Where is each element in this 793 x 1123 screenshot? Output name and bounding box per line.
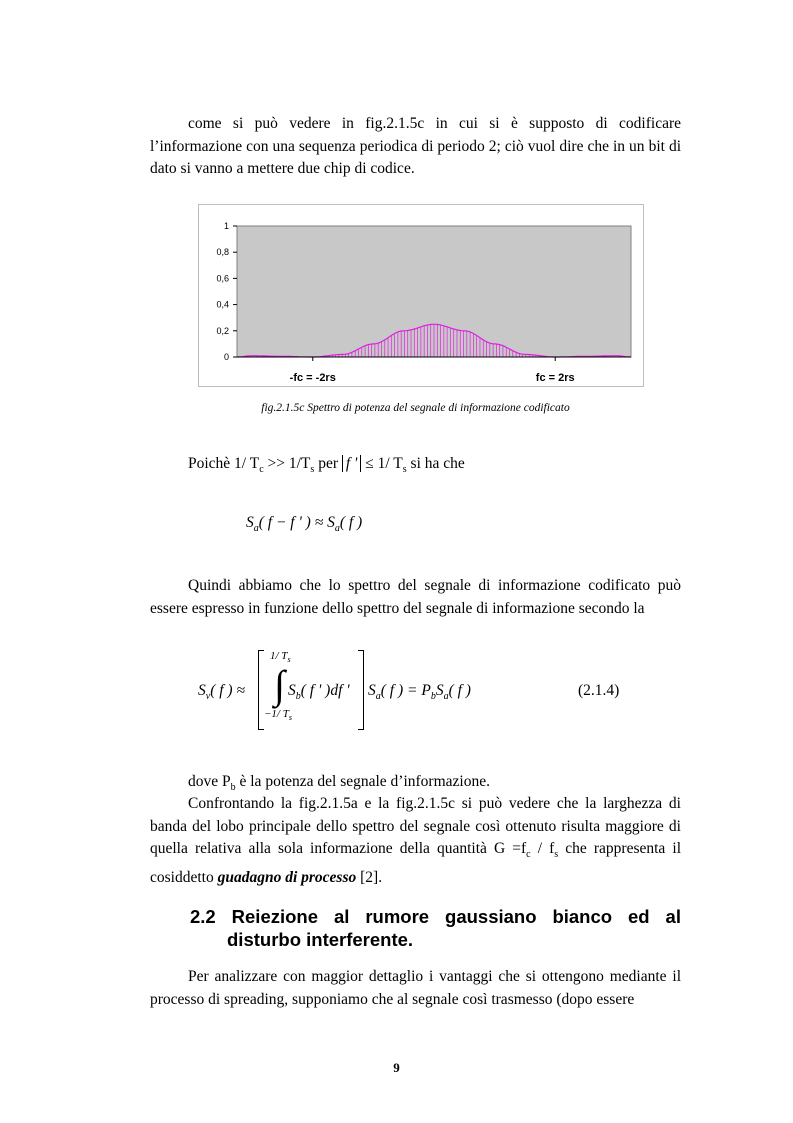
eq1-S: S [246, 514, 254, 531]
eq2-lhs-arg: ( f ) ≈ [210, 682, 245, 699]
confronto-text1: Confrontando la fig.2.1.5a e la fig.2.1.5c si può vedere che la larghezza di banda del lobo principale dello spettro del segnale così ottenuto risulta maggiore di quella relativa alla sola informazione della quantità G =f [150, 795, 681, 857]
eq2-rhs-S: S [368, 682, 376, 699]
eq2-lower-sub: s [288, 713, 292, 722]
poiche-sub-c: c [259, 464, 264, 475]
y-tick-label: 0,4 [216, 299, 229, 310]
eq2-lower-limit [264, 708, 292, 722]
eq2-integrand-sub: b [295, 691, 301, 702]
last-paragraph: Per analizzare con maggior dettaglio i vantaggi che si ottengono mediante il processo di spreading, supponiamo che al segnale così trasmesso (dopo essere [150, 968, 681, 1008]
heading-word: gaussiano [445, 906, 537, 927]
bold-term: guadagno di processo [217, 868, 357, 886]
y-tick-label: 0,2 [216, 325, 229, 336]
heading-word: rumore [365, 906, 430, 927]
y-tick-label: 0,6 [216, 273, 229, 284]
heading-word: Reiezione [231, 906, 319, 927]
poiche-sub-s2: s [402, 464, 407, 475]
eq2-rhs [368, 682, 471, 702]
dove-pre: dove P [188, 773, 231, 790]
confronto-text4: [2]. [356, 868, 383, 886]
eq2-rhs-P-sub: b [430, 691, 436, 702]
eq1-arg1: ( f − f ' ) ≈ S [258, 514, 335, 531]
confronto-text3: che rappresenta il cosiddetto [150, 840, 682, 886]
equation-2-1-4 [198, 648, 681, 733]
eq2-right-bracket [358, 650, 364, 730]
x-tick-label: -fc = -2rs [289, 372, 336, 384]
poiche-per: per [314, 455, 342, 472]
dove-line [188, 773, 490, 793]
heading-word: ed [628, 906, 650, 927]
confronto-text2: / f [530, 840, 555, 857]
poiche-prefix: Poichè 1/ T [188, 455, 260, 472]
poiche-tail: si ha che [406, 455, 465, 472]
eq2-rhs-arg2: ( f ) [448, 682, 471, 699]
heading-word: al [333, 906, 350, 927]
figure-caption: fig.2.1.5c Spettro di potenza del segnale di informazione codificato [261, 402, 570, 414]
confronto-sub-s: s [554, 849, 559, 860]
quindi-paragraph: Quindi abbiamo che lo spettro del segnale di informazione codificato può essere espresso in funzione dello spettro del segnale di informazione secondo la [150, 577, 681, 617]
section-heading [190, 905, 681, 951]
heading-word: bianco [552, 906, 613, 927]
poiche-abs-fprime: f ' [342, 455, 362, 472]
confronto-paragraph [150, 793, 681, 889]
spectrum-figure [198, 204, 644, 387]
poiche-mid: >> 1/T [263, 455, 311, 472]
eq2-rhs-S2: S [435, 682, 444, 699]
equation-number: (2.1.4) [578, 682, 620, 699]
equation-approx [246, 514, 362, 534]
eq1-arg2: ( f ) [339, 514, 363, 531]
heading-word: 2.2 [190, 906, 216, 927]
eq2-integrand-arg: ( f ' )df ' [300, 682, 350, 699]
y-tick-label: 0,8 [216, 247, 229, 258]
heading-line-1 [190, 905, 681, 928]
poiche-line [188, 455, 465, 475]
dove-post: è la potenza del segnale d’informazione. [235, 773, 490, 790]
spectrum-chart [199, 205, 643, 386]
eq2-upper: 1/ T [270, 650, 288, 662]
eq2-integrand [288, 682, 350, 702]
x-tick-label: fc = 2rs [535, 372, 575, 384]
eq2-lhs-sub: v [205, 691, 211, 702]
dove-sub: b [230, 782, 236, 793]
eq2-lower: −1/ T [264, 708, 289, 720]
eq2-lhs [198, 682, 245, 702]
eq1-sub-a: a [253, 523, 259, 534]
eq2-integral-sign: ∫ [274, 662, 285, 707]
eq2-rhs-sub1: a [375, 691, 381, 702]
heading-line-2: disturbo interferente. [227, 929, 414, 950]
intro-paragraph: come si può vedere in fig.2.1.5c in cui si è supposto di codificare l’informazione con una sequenza periodica di periodo 2; ciò vuol dire che in un bit di dato si vanno a mettere due chip di codice. [150, 115, 681, 177]
poiche-sub-s1: s [310, 464, 315, 475]
eq2-lhs-S: S [198, 682, 206, 699]
y-tick-label: 0 [223, 352, 229, 362]
eq2-upper-sub: s [287, 655, 291, 664]
eq2-rhs-sub2: a [443, 691, 449, 702]
page-number: 9 [393, 1060, 400, 1075]
eq2-integrand-S: S [288, 682, 296, 699]
eq2-rhs-arg: ( f ) = P [380, 682, 431, 699]
eq1-sub-a2: a [334, 523, 340, 534]
y-tick-label: 1 [223, 221, 229, 231]
confronto-sub-c: c [526, 849, 531, 860]
poiche-leq: ≤ 1/ T [361, 455, 403, 472]
heading-word: al [665, 906, 681, 927]
